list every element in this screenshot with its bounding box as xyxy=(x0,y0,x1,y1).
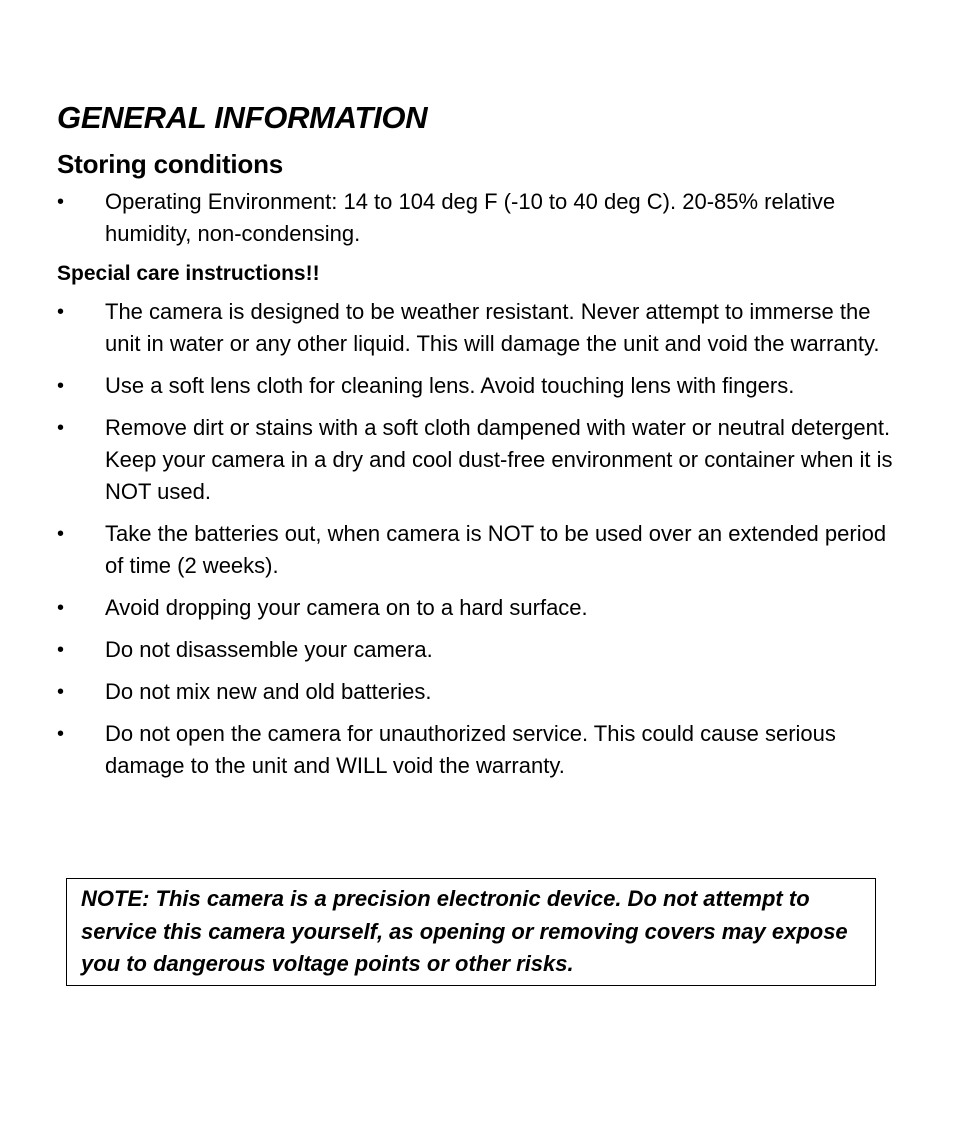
document-page xyxy=(57,96,897,782)
list-item xyxy=(57,676,897,708)
list-item-text: Do not disassemble your camera. xyxy=(105,637,433,662)
bullet-icon: • xyxy=(57,523,65,545)
list-item-text: Take the batteries out, when camera is NOT to be used over an extended period of time (2 weeks). xyxy=(105,521,887,578)
list-item-text: Do not open the camera for unauthorized service. This could cause serious damage to the unit and WILL void the warranty. xyxy=(105,721,836,778)
list-item-text: Avoid dropping your camera on to a hard surface. xyxy=(105,595,588,620)
page-title: GENERAL INFORMATION xyxy=(57,100,428,135)
bullet-icon: • xyxy=(57,723,65,745)
bullet-icon: • xyxy=(57,301,65,323)
list-item xyxy=(57,412,897,508)
storing-conditions-list xyxy=(57,186,897,250)
storing-conditions-heading: Storing conditions xyxy=(57,149,284,179)
bullet-icon: • xyxy=(57,417,65,439)
list-item-text: Use a soft lens cloth for cleaning lens. Avoid touching lens with fingers. xyxy=(105,373,795,398)
list-item-text: Do not mix new and old batteries. xyxy=(105,679,432,704)
list-item xyxy=(57,518,897,582)
bullet-icon: • xyxy=(57,597,65,619)
bullet-icon: • xyxy=(57,375,65,397)
note-box xyxy=(66,878,876,986)
list-item xyxy=(57,718,897,782)
list-item-text: Operating Environment: 14 to 104 deg F (-10 to 40 deg C). 20-85% relative humidity, non-condensing. xyxy=(105,189,836,246)
list-item-text: The camera is designed to be weather resistant. Never attempt to immerse the unit in water or any other liquid. This will damage the unit and void the warranty. xyxy=(105,299,880,356)
list-item-text: Remove dirt or stains with a soft cloth dampened with water or neutral detergent. Keep your camera in a dry and cool dust-free environment or container when it is NOT used. xyxy=(105,415,893,504)
list-item xyxy=(57,186,897,250)
note-text: NOTE: This camera is a precision electronic device. Do not attempt to service this camera yourself, as opening or removing covers may expose you to dangerous voltage points or other risks. xyxy=(81,886,848,976)
special-care-list xyxy=(57,296,897,782)
bullet-icon: • xyxy=(57,681,65,703)
list-item xyxy=(57,592,897,624)
bullet-icon: • xyxy=(57,639,65,661)
list-item xyxy=(57,296,897,360)
list-item xyxy=(57,370,897,402)
bullet-icon: • xyxy=(57,191,65,213)
special-care-heading: Special care instructions!! xyxy=(57,262,320,285)
list-item xyxy=(57,634,897,666)
